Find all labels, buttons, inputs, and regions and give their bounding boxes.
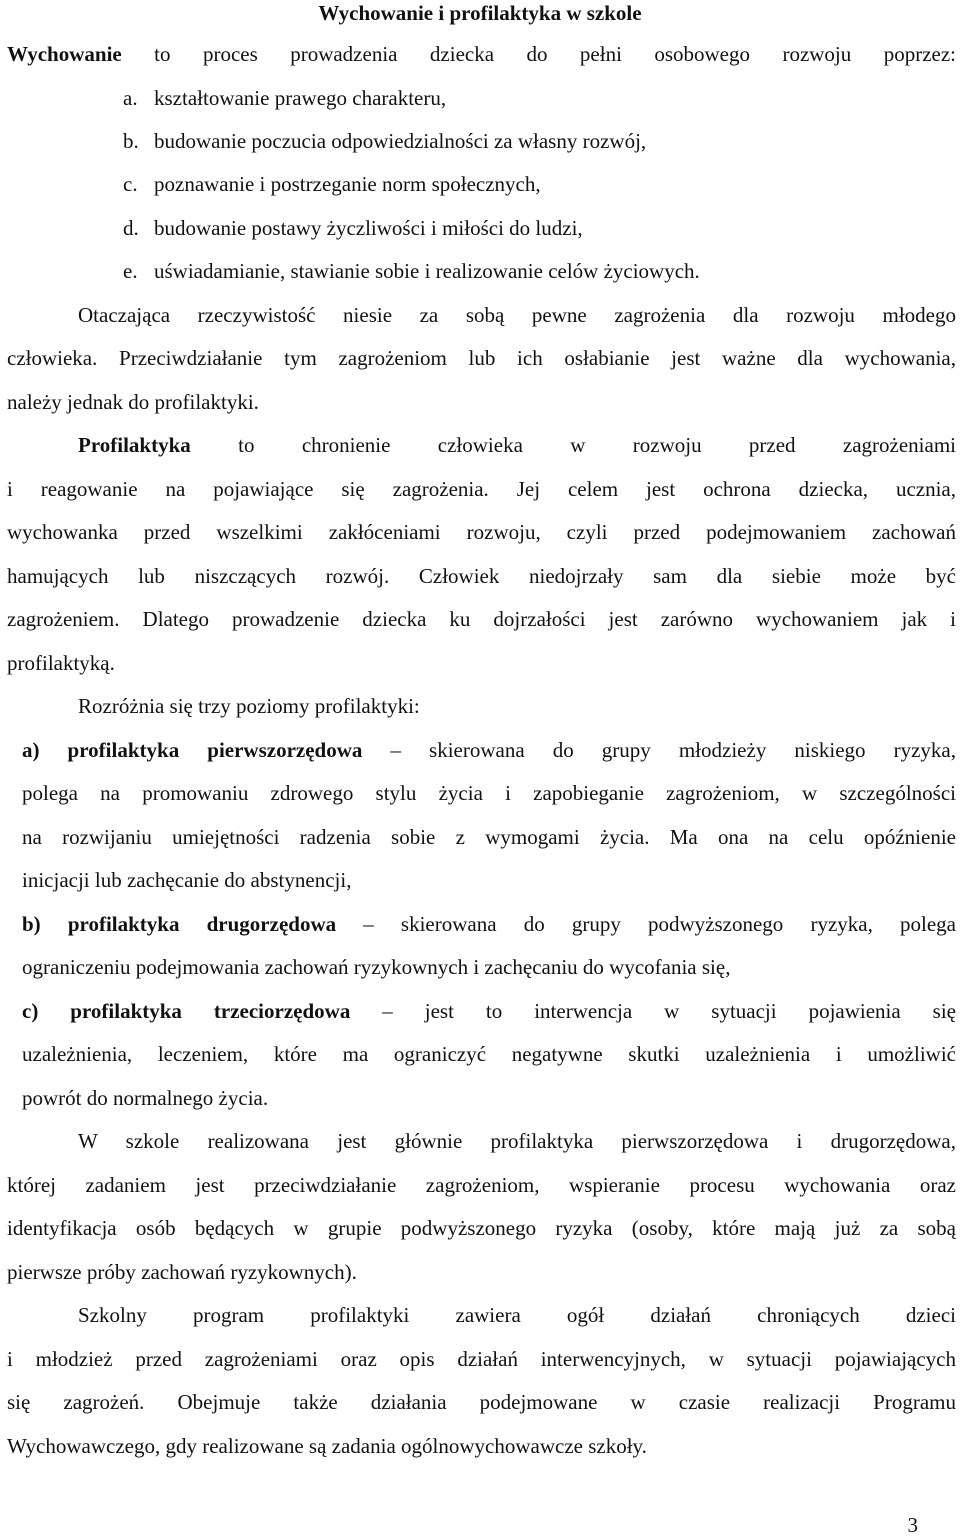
- paragraph-line: Wychowawczego, gdy realizowane są zadania ogólnowychowawcze szkoły.: [7, 1434, 647, 1458]
- paragraph-line: W szkole realizowana jest głównie profilaktyka pierwszorzędowa i drugorzędowa,: [78, 1129, 956, 1153]
- list-item-text: budowanie postawy życzliwości i miłości do ludzi,: [154, 216, 583, 240]
- paragraph-line: powrót do normalnego życia.: [22, 1086, 269, 1110]
- list-item-label: e.: [123, 259, 138, 283]
- paragraph-line: i młodzież przed zagrożeniami oraz opis działań interwencyjnych, w sytuacji pojawiających: [7, 1347, 956, 1371]
- level-c-heading: c) profilaktyka trzeciorzędowa: [22, 999, 351, 1023]
- paragraph-line: należy jednak do profilaktyki.: [7, 390, 259, 414]
- paragraph-text: to chronienie człowieka w rozwoju przed zagrożeniami: [190, 433, 956, 457]
- list-item-text: poznawanie i postrzeganie norm społecznych,: [154, 172, 541, 196]
- level-c-text: – jest to interwencja w sytuacji pojawienia się: [350, 999, 956, 1023]
- definition-line: [7, 41, 956, 67]
- list-item-text: budowanie poczucia odpowiedzialności za własny rozwój,: [154, 129, 647, 153]
- paragraph-line: ograniczeniu podejmowania zachowań ryzykownych i zachęcaniu do wycofania się,: [22, 955, 731, 979]
- term-wychowanie: Wychowanie: [7, 42, 122, 66]
- list-item: [123, 85, 956, 111]
- paragraph-line: pierwsze próby zachowań ryzykownych).: [7, 1260, 357, 1284]
- list-item-label: c.: [123, 172, 138, 196]
- page-title: Wychowanie i profilaktyka w szkole: [318, 1, 642, 25]
- list-item-text: kształtowanie prawego charakteru,: [154, 86, 447, 110]
- level-b-text: – skierowana do grupy podwyższonego ryzyka, polega: [336, 912, 956, 936]
- list-item-label: a.: [123, 86, 138, 110]
- paragraph-line: hamujących lub niszczących rozwój. Człowiek niedojrzały sam dla siebie może być: [7, 564, 956, 588]
- term-profilaktyka: Profilaktyka: [78, 433, 191, 457]
- level-c-line: [22, 998, 956, 1024]
- paragraph-line: inicjacji lub zachęcanie do abstynencji,: [22, 868, 352, 892]
- level-b-heading: b) profilaktyka drugorzędowa: [22, 912, 337, 936]
- paragraph-line: profilaktyką.: [7, 651, 115, 675]
- paragraph-line: polega na promowaniu zdrowego stylu życia i zapobieganie zagrożeniom, w szczególności: [22, 781, 956, 805]
- paragraph-line: zagrożeniem. Dlatego prowadzenie dziecka ku dojrzałości jest zarówno wychowaniem jak i: [7, 607, 956, 631]
- list-item-label: b.: [123, 129, 139, 153]
- paragraph-line: się zagrożeń. Obejmuje także działania podejmowane w czasie realizacji Programu: [7, 1390, 956, 1414]
- list-item: [123, 171, 956, 197]
- paragraph-line: wychowanka przed wszelkimi zakłóceniami rozwoju, czyli przed podejmowaniem zachowań: [7, 520, 956, 544]
- paragraph-line: uzależnienia, leczeniem, które ma ograniczyć negatywne skutki uzależnienia i umożliwić: [22, 1042, 956, 1066]
- paragraph-line: identyfikacja osób będących w grupie podwyższonego ryzyka (osoby, które mają już za sobą: [7, 1216, 956, 1240]
- level-a-heading: a) profilaktyka pierwszorzędowa: [22, 738, 363, 762]
- paragraph-line: której zadaniem jest przeciwdziałanie zagrożeniom, wspieranie procesu wychowania oraz: [7, 1173, 956, 1197]
- page-number: 3: [907, 1513, 918, 1537]
- level-a-line: [22, 737, 956, 763]
- definition-text: to proces prowadzenia dziecka do pełni osobowego rozwoju poprzez:: [121, 42, 956, 66]
- list-item: [123, 258, 956, 284]
- paragraph-line: na rozwijaniu umiejętności radzenia sobie z wymogami życia. Ma ona na celu opóźnienie: [22, 825, 956, 849]
- levels-intro: Rozróżnia się trzy poziomy profilaktyki:: [78, 694, 420, 718]
- paragraph-line: Otaczająca rzeczywistość niesie za sobą pewne zagrożenia dla rozwoju młodego: [78, 303, 956, 327]
- level-a-text: – skierowana do grupy młodzieży niskiego ryzyka,: [362, 738, 956, 762]
- paragraph-line: [78, 432, 956, 458]
- list-item-label: d.: [123, 216, 139, 240]
- paragraph-line: Szkolny program profilaktyki zawiera ogół działań chroniących dzieci: [78, 1303, 956, 1327]
- list-item: [123, 128, 956, 154]
- level-b-line: [22, 911, 956, 937]
- list-item: [123, 215, 956, 241]
- paragraph-line: i reagowanie na pojawiające się zagrożenia. Jej celem jest ochrona dziecka, ucznia,: [7, 477, 956, 501]
- paragraph-line: człowieka. Przeciwdziałanie tym zagrożeniom lub ich osłabianie jest ważne dla wychowania,: [7, 346, 956, 370]
- list-item-text: uświadamianie, stawianie sobie i realizowanie celów życiowych.: [154, 259, 700, 283]
